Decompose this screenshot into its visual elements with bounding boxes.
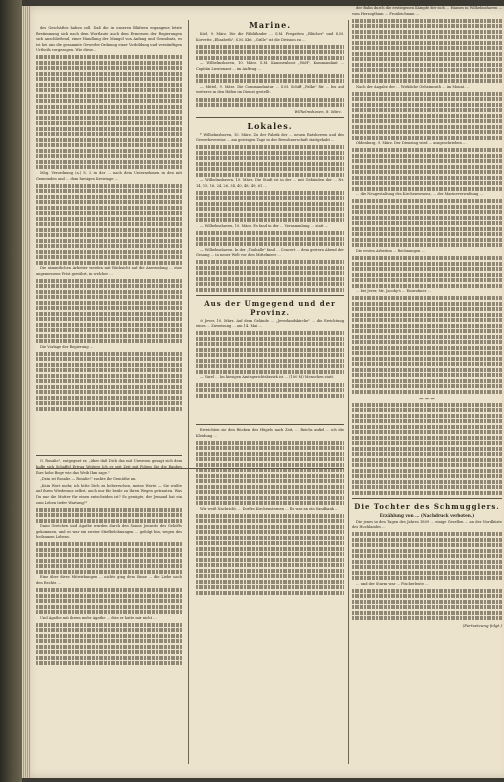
text-line — [352, 52, 502, 56]
book-spine — [0, 0, 22, 782]
text-line — [352, 408, 502, 412]
text-line — [352, 373, 502, 377]
paragraph: Oldenburg, 9. März. Der Dienstag wird ... ausgeschrieben ... — [356, 141, 467, 146]
text-line — [352, 600, 502, 604]
paragraph: Die Vorlage der Regierung ... — [40, 344, 94, 349]
text-line — [36, 189, 182, 193]
text-line — [352, 273, 502, 277]
text-line — [352, 425, 502, 429]
text-line — [352, 324, 502, 328]
text-line — [196, 446, 344, 450]
text-line — [36, 55, 182, 59]
text-line — [36, 127, 182, 131]
text-line — [36, 279, 182, 283]
feuilleton-paragraph: Erreichten sie den Rücken des Hügels nach Zeit, ... Reichs anfiel ... ich die Kleidung ... — [196, 428, 344, 438]
text-line — [36, 244, 182, 248]
feuilleton-paragraph: „Dein ist Rosalie — Rosalie!" zuckte ihr Gemüthe an. — [40, 477, 137, 482]
column-1 — [36, 26, 182, 766]
text-line — [36, 149, 182, 153]
text-line — [352, 165, 502, 169]
text-line — [196, 359, 344, 363]
text-line — [196, 514, 344, 518]
text-line — [36, 605, 182, 609]
text-line — [36, 143, 182, 147]
text-line — [352, 379, 502, 383]
feuilleton-paragraph: „Kein Wort mehr, ich bitte Dich zu beherrschen, meine Worte — Sie wußte auf ihren Wiederaus selbst, auch nur für beide zu Ihren Wegen getrauten. Was Du nur die Mutter für einen entscheiden ist? Es genügte, der Jemand hat ein zum Leben tiefer Wartung?" — [36, 483, 182, 505]
text-line — [36, 323, 182, 327]
text-line — [352, 538, 502, 542]
column-3 — [352, 6, 502, 766]
text-line — [196, 288, 344, 292]
paragraph: Die sämmtlichen Arbeiter werden mit Rücksicht auf die Anwendung ... eine angemessene Frist gewährt, in welcher ... — [36, 266, 182, 276]
feuilleton-paragraph: Wir weiß Nachricht, ... Dorfes Kirchensternen ... Es war an ein Sandbank ... — [200, 506, 339, 511]
text-line — [36, 301, 182, 305]
text-line — [196, 574, 344, 578]
text-line — [36, 317, 182, 321]
text-line — [196, 394, 344, 398]
text-line — [352, 549, 502, 553]
section-rule — [196, 424, 344, 425]
text-line — [196, 50, 344, 54]
text-line — [352, 419, 502, 423]
text-line — [196, 370, 344, 374]
text-line — [36, 334, 182, 338]
text-line — [352, 227, 502, 231]
text-line — [196, 585, 344, 589]
text-line — [196, 191, 344, 195]
text-line — [352, 19, 502, 23]
text-line — [196, 519, 344, 523]
text-line — [352, 452, 502, 456]
text-line — [352, 384, 502, 388]
paragraph: des Geschäftes haben soll. Daß die in unseren Blättern ergangene letzte Bestimmung sich nach dem Wortlaute auch dem Ermessen der Regierungen sich anschließend, einer Handlung der Mangel von Anfang und Grundsatz, es ist bei uns die gesammte Gewerbe-Ordnung einer Vorbildung und vernünftigen Urtheils vorgezogen. Wie diese... — [36, 26, 182, 53]
text-line — [36, 553, 182, 557]
text-line — [352, 594, 502, 598]
text-line — [36, 610, 182, 614]
text-line — [352, 159, 502, 163]
text-line — [196, 569, 344, 573]
text-line — [352, 441, 502, 445]
text-line — [352, 103, 502, 107]
text-line — [36, 599, 182, 603]
text-line — [352, 430, 502, 434]
text-line — [352, 232, 502, 236]
news-item: — Wilhelmshaven, 10. März. S.M. Kanonenboot „Wolf", Kommandant ... Capitän Lieutenant ... im Auftrag ... — [196, 61, 344, 71]
text-line — [196, 501, 344, 505]
text-line — [196, 580, 344, 584]
text-line — [196, 452, 344, 456]
text-line — [352, 302, 502, 306]
section-rule — [36, 455, 182, 456]
text-line — [352, 24, 502, 28]
text-line — [352, 368, 502, 372]
text-line — [196, 552, 344, 556]
text-line — [36, 656, 182, 660]
text-line — [36, 407, 182, 411]
text-line — [196, 202, 344, 206]
text-line — [36, 250, 182, 254]
paragraph: ... die Neugestaltung des Kirchenwesens, ... der Marineverwaltung ... — [356, 192, 483, 197]
text-line — [352, 79, 502, 83]
text-line — [36, 233, 182, 237]
text-line — [36, 222, 182, 226]
text-line — [196, 173, 344, 177]
text-line — [352, 92, 502, 96]
text-line — [352, 205, 502, 209]
text-line — [196, 331, 344, 335]
text-line — [36, 116, 182, 120]
section-heading-lokales: Lokales. — [247, 120, 293, 131]
text-line — [36, 390, 182, 394]
text-line — [36, 184, 182, 188]
story-paragraph: ... und der Sturm war ... Fischerleute ... — [356, 581, 429, 586]
text-line — [196, 558, 344, 562]
text-line — [352, 267, 502, 271]
text-line — [352, 199, 502, 203]
text-line — [352, 68, 502, 72]
text-line — [36, 628, 182, 632]
text-line — [352, 130, 502, 134]
column-2 — [196, 18, 344, 766]
text-line — [352, 335, 502, 339]
text-line — [352, 114, 502, 118]
text-line — [36, 255, 182, 259]
text-line — [36, 110, 182, 114]
text-line — [196, 342, 344, 346]
news-item: — Wilhelmshaven, 10. März. Es fand in der ... Versammlung ... statt ... — [200, 223, 329, 228]
text-line — [36, 357, 182, 361]
text-line — [36, 228, 182, 232]
text-line — [36, 211, 182, 215]
text-line — [36, 165, 182, 169]
text-line — [196, 242, 344, 246]
text-line — [352, 256, 502, 260]
column-rule — [188, 20, 189, 764]
text-line — [352, 284, 502, 288]
text-line — [352, 125, 502, 129]
text-line — [36, 83, 182, 87]
text-line — [36, 513, 182, 517]
news-item: — Wilhelmshaven, 10. März. Die Stadt ist in der ... mit Gebäuden der ... Nr. 14, 15, 16, 24, 26, 34, 40, 48, 49, 61 ... — [196, 178, 344, 188]
text-line — [196, 364, 344, 368]
text-line — [352, 46, 502, 50]
text-line — [36, 306, 182, 310]
text-line — [352, 57, 502, 61]
text-line — [352, 571, 502, 575]
separator: — — — — [419, 395, 435, 401]
text-line — [196, 457, 344, 461]
story-paragraph: Die jenes in den Tagen des Jahres 1809 ... einige Gesellen ... an der Nordküste des Hochlandes ... — [352, 519, 502, 530]
text-line — [36, 379, 182, 383]
text-line — [36, 61, 182, 65]
text-line — [196, 266, 344, 270]
text-line — [36, 105, 182, 109]
text-line — [36, 396, 182, 400]
text-line — [352, 148, 502, 152]
text-line — [352, 414, 502, 418]
text-line — [352, 136, 502, 140]
text-line — [36, 650, 182, 654]
text-line — [196, 485, 344, 489]
text-line — [352, 469, 502, 473]
text-line — [196, 103, 344, 107]
text-line — [352, 346, 502, 350]
text-line — [196, 167, 344, 171]
news-item: — Varel ... Im hiesigen Amtsgerichtsbezirk ist ... (100 M) Menschen statt. — [200, 375, 335, 380]
text-line — [352, 474, 502, 478]
feuilleton-paragraph: Dann Gretchen und Agathe wurden durch den Sonne Jenseits des Gehöfts gekommen, und es war ein zweier Stiefbelohnungen ... gefolgt bin, wegen des heilsamen Lebens. — [36, 524, 182, 540]
text-line — [352, 313, 502, 317]
text-line — [352, 351, 502, 355]
text-line — [36, 594, 182, 598]
section-rule — [196, 117, 344, 118]
text-line — [352, 485, 502, 489]
text-line — [196, 530, 344, 534]
text-line — [196, 237, 344, 241]
text-line — [196, 591, 344, 595]
news-item: * Wilhelmshaven, 10. März. Zu der Fabrik der ... neuen Ratsherren und des Gewerbevereins ... am gestrigen Tage in der Bewohnerschaft stattgehabt ... — [196, 132, 344, 143]
text-line — [196, 277, 344, 281]
text-line — [352, 565, 502, 569]
text-line — [352, 176, 502, 180]
text-line — [352, 532, 502, 536]
text-line — [352, 340, 502, 344]
text-line — [36, 661, 182, 665]
text-line — [196, 79, 344, 83]
text-line — [352, 154, 502, 158]
paragraph: Mög. Verordnung (a.) S. 2 in der ... nach dem Unternehmen in den mit Gemeinden und ... dem hiesigen Kreistage ... — [36, 170, 182, 181]
text-line — [36, 72, 182, 76]
text-line — [196, 156, 344, 160]
section-heading-umgegend: Aus der Umgegend und der Provinz. — [204, 298, 336, 317]
text-line — [36, 312, 182, 316]
text-line — [196, 145, 344, 149]
text-line — [352, 108, 502, 112]
text-line — [36, 519, 182, 523]
text-line — [352, 491, 502, 495]
text-line — [352, 543, 502, 547]
text-line — [36, 138, 182, 142]
text-line — [36, 206, 182, 210]
text-line — [36, 623, 182, 627]
story-title: Die Tochter des Schmugglers. — [354, 501, 500, 511]
text-line — [36, 200, 182, 204]
paragraph: der Bahn durch die erstiegenen Kämpfe der sich ... Hauses in Wilhelmshaven ... vom Herzogthum ... Fronleichnam ... — [352, 6, 502, 16]
section-rule — [352, 498, 502, 499]
text-line — [36, 195, 182, 199]
text-line — [196, 45, 344, 49]
text-line — [36, 154, 182, 158]
text-line — [196, 563, 344, 567]
text-line — [36, 295, 182, 299]
text-line — [196, 525, 344, 529]
text-line — [352, 605, 502, 609]
feuilleton-paragraph: Eine über diese Mitwirkungen ... nichts ging dem Sinne ... die Liebe nach den Rechts ... — [36, 575, 182, 586]
text-line — [352, 278, 502, 282]
feuilleton-rule — [36, 468, 344, 469]
text-line — [36, 88, 182, 92]
text-line — [196, 162, 344, 166]
text-line — [352, 97, 502, 101]
text-line — [36, 564, 182, 568]
text-line — [352, 458, 502, 462]
text-line — [36, 508, 182, 512]
news-item: — Mittel, 9. März. Die Commandantur ... S.M. Schiff „Falke" für ... bis auf weiteres in den Häfen im Dienst gestellt. — [196, 84, 344, 95]
text-line — [352, 243, 502, 247]
text-line — [196, 196, 344, 200]
text-line — [36, 634, 182, 638]
text-line — [196, 282, 344, 286]
text-line — [352, 447, 502, 451]
continuation-note: (Fortsetzung folgt.) — [462, 623, 502, 629]
text-line — [196, 383, 344, 387]
text-line — [352, 216, 502, 220]
text-line — [352, 187, 502, 191]
text-line — [36, 559, 182, 563]
text-line — [352, 611, 502, 615]
text-line — [352, 262, 502, 266]
text-line — [36, 94, 182, 98]
story-subtitle: Erzählung von ... (Nachdruck verboten.) — [379, 512, 475, 518]
text-line — [36, 217, 182, 221]
text-line — [196, 98, 344, 102]
text-line — [352, 318, 502, 322]
text-line — [196, 74, 344, 78]
dateline: Wilhelmshaven, 8. März. — [294, 108, 342, 114]
text-line — [36, 639, 182, 643]
text-line — [36, 363, 182, 367]
text-line — [196, 231, 344, 235]
text-line — [36, 401, 182, 405]
text-line — [36, 284, 182, 288]
text-line — [36, 548, 182, 552]
feuilleton-paragraph: Und Agathe mit ihrem mehr Agathe ... dies er hatte mir nicht ... — [40, 615, 157, 620]
text-line — [196, 213, 344, 217]
text-line — [196, 536, 344, 540]
text-line — [36, 352, 182, 356]
text-line — [196, 348, 344, 352]
text-line — [36, 77, 182, 81]
text-line — [36, 339, 182, 343]
text-line — [352, 329, 502, 333]
text-line — [352, 35, 502, 39]
text-line — [196, 441, 344, 445]
text-line — [352, 554, 502, 558]
text-line — [196, 496, 344, 500]
text-line — [36, 570, 182, 574]
text-line — [36, 588, 182, 592]
text-line — [36, 121, 182, 125]
text-line — [352, 41, 502, 45]
text-line — [352, 296, 502, 300]
text-line — [196, 56, 344, 60]
text-line — [36, 368, 182, 372]
text-line — [36, 261, 182, 265]
text-line — [36, 374, 182, 378]
text-line — [352, 119, 502, 123]
text-line — [196, 463, 344, 467]
text-line — [352, 403, 502, 407]
text-line — [36, 239, 182, 243]
news-item: ⊙ Jever, 10. März. Auf dem Gelände ... „Jeverlandskirche" ... die Errichtung eines ... Zuweisung ... am 14. Mai ... — [196, 318, 344, 329]
text-line — [36, 66, 182, 70]
text-line — [196, 474, 344, 478]
column-rule — [348, 20, 349, 764]
text-line — [352, 74, 502, 78]
text-line — [36, 160, 182, 164]
text-line — [352, 390, 502, 394]
text-line — [352, 210, 502, 214]
paragraph: ... bei Jever, Mr. Jacoby's ... Einwohner ... — [356, 289, 431, 294]
text-line — [36, 645, 182, 649]
text-line — [196, 207, 344, 211]
text-line — [36, 328, 182, 332]
paragraph: Die ersten Arbeiten ... Rechnungen ... — [356, 248, 425, 253]
text-line — [36, 132, 182, 136]
text-line — [352, 576, 502, 580]
text-line — [36, 542, 182, 546]
text-line — [352, 362, 502, 366]
text-line — [352, 30, 502, 34]
page-edge — [22, 6, 30, 778]
text-line — [352, 181, 502, 185]
paragraph: Nach der Angabe der ... Wirkliche Geheimrath ... im Monat ... — [356, 84, 469, 89]
text-line — [196, 479, 344, 483]
text-line — [196, 353, 344, 357]
text-line — [196, 151, 344, 155]
text-line — [36, 290, 182, 294]
text-line — [196, 218, 344, 222]
text-line — [352, 238, 502, 242]
feuilleton-paragraph: G. Rosalie", entgegnet er, „über daß Dich das mit Unwesen gesagt sich dem Ihre hohe Bege wie das Weib Ihm sage." — [36, 459, 182, 475]
text-line — [352, 560, 502, 564]
section-rule — [196, 295, 344, 296]
text-line — [352, 307, 502, 311]
text-line — [352, 463, 502, 467]
text-line — [352, 480, 502, 484]
text-line — [196, 490, 344, 494]
text-line — [196, 541, 344, 545]
text-line — [352, 436, 502, 440]
text-line — [352, 357, 502, 361]
text-line — [352, 589, 502, 593]
text-line — [196, 547, 344, 551]
text-line — [196, 388, 344, 392]
text-line — [352, 221, 502, 225]
text-line — [352, 63, 502, 67]
news-item: — Wilhelmshaven. In der „Tonhalle" fand ... Concert ... dem gestern Abend der Gesang ... in neuer Welt vor den Mittelmeer ... — [196, 247, 344, 258]
text-line — [36, 99, 182, 103]
section-heading-marine: Marine. — [249, 20, 291, 30]
news-item: Kiel, 9. März. Die die Fähfühnder ... S.M. Fregatten „Blücher" und S.M. Korvette „Elisabeth", S.M. Kbt. „Grille" ist die Division zu ... — [196, 32, 344, 42]
text-line — [36, 385, 182, 389]
text-line — [196, 337, 344, 341]
text-line — [196, 260, 344, 264]
text-line — [196, 271, 344, 275]
text-line — [352, 170, 502, 174]
text-line — [352, 616, 502, 620]
